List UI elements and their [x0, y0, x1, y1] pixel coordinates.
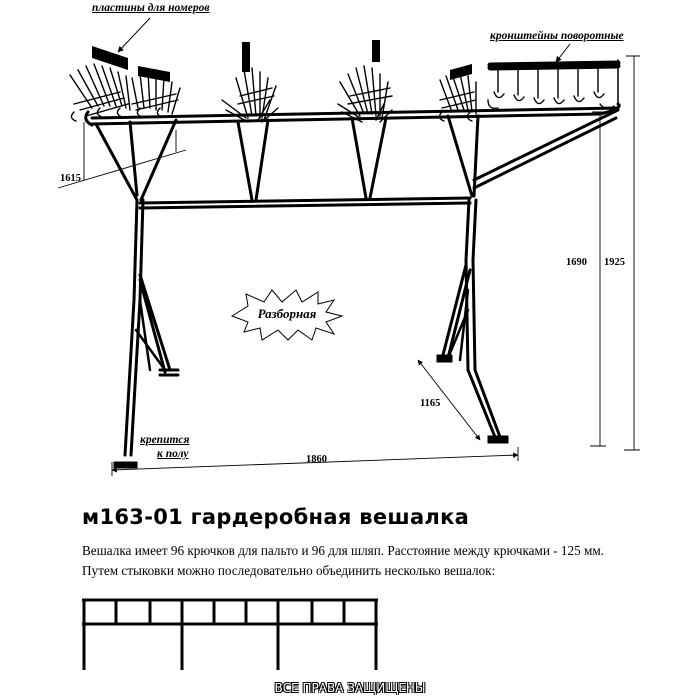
page-title: м163-01 гардеробная вешалка: [82, 505, 470, 529]
number-plates-label: пластины для номеров: [92, 2, 210, 14]
description-line-1: Вешалка имеет 96 крючков для пальто и 96 для шляп. Расстояние между крючками - 125 мм.: [82, 543, 604, 558]
plates-leader: [118, 18, 150, 52]
bracket-rail: [490, 63, 618, 68]
hook-cluster-right: [439, 74, 476, 121]
copyright-watermark: ВСЕ ПРАВА ЗАЩИЩЕНЫ: [274, 681, 426, 695]
left-front-foot: [114, 462, 137, 468]
swivel-brackets-label: кронштейны поворотные: [490, 30, 624, 42]
top-bar: [92, 108, 618, 124]
plate-left-1: [92, 46, 128, 70]
dimension-1860: 1860: [306, 454, 327, 465]
rack-frame: [86, 60, 619, 468]
right-front-foot: [488, 436, 508, 443]
disassemblable-label: Разборная: [257, 306, 317, 321]
plate-center-left: [242, 42, 250, 72]
diagonal-brace: [474, 110, 618, 188]
combined-racks-schematic: [82, 600, 378, 670]
dimension-1615: 1615: [60, 173, 81, 184]
floor-mount-label-line2: к полу: [157, 448, 189, 460]
description-line-2: Путем стыковки можно последовательно объединить несколько вешалок:: [82, 563, 496, 578]
plate-center-right: [372, 40, 380, 62]
dimension-1690: 1690: [566, 257, 587, 268]
swivel-hooks: [488, 68, 614, 109]
number-plates: [92, 40, 472, 82]
floor-mount-label-line1: крепится: [140, 434, 190, 446]
dimension-1165: 1165: [420, 398, 441, 409]
plate-left-2: [138, 66, 170, 82]
right-upright: [466, 200, 500, 437]
brackets-leader: [556, 44, 570, 62]
dimension-1925: 1925: [604, 257, 625, 268]
left-upright: [125, 200, 143, 455]
middle-bar: [140, 198, 470, 208]
